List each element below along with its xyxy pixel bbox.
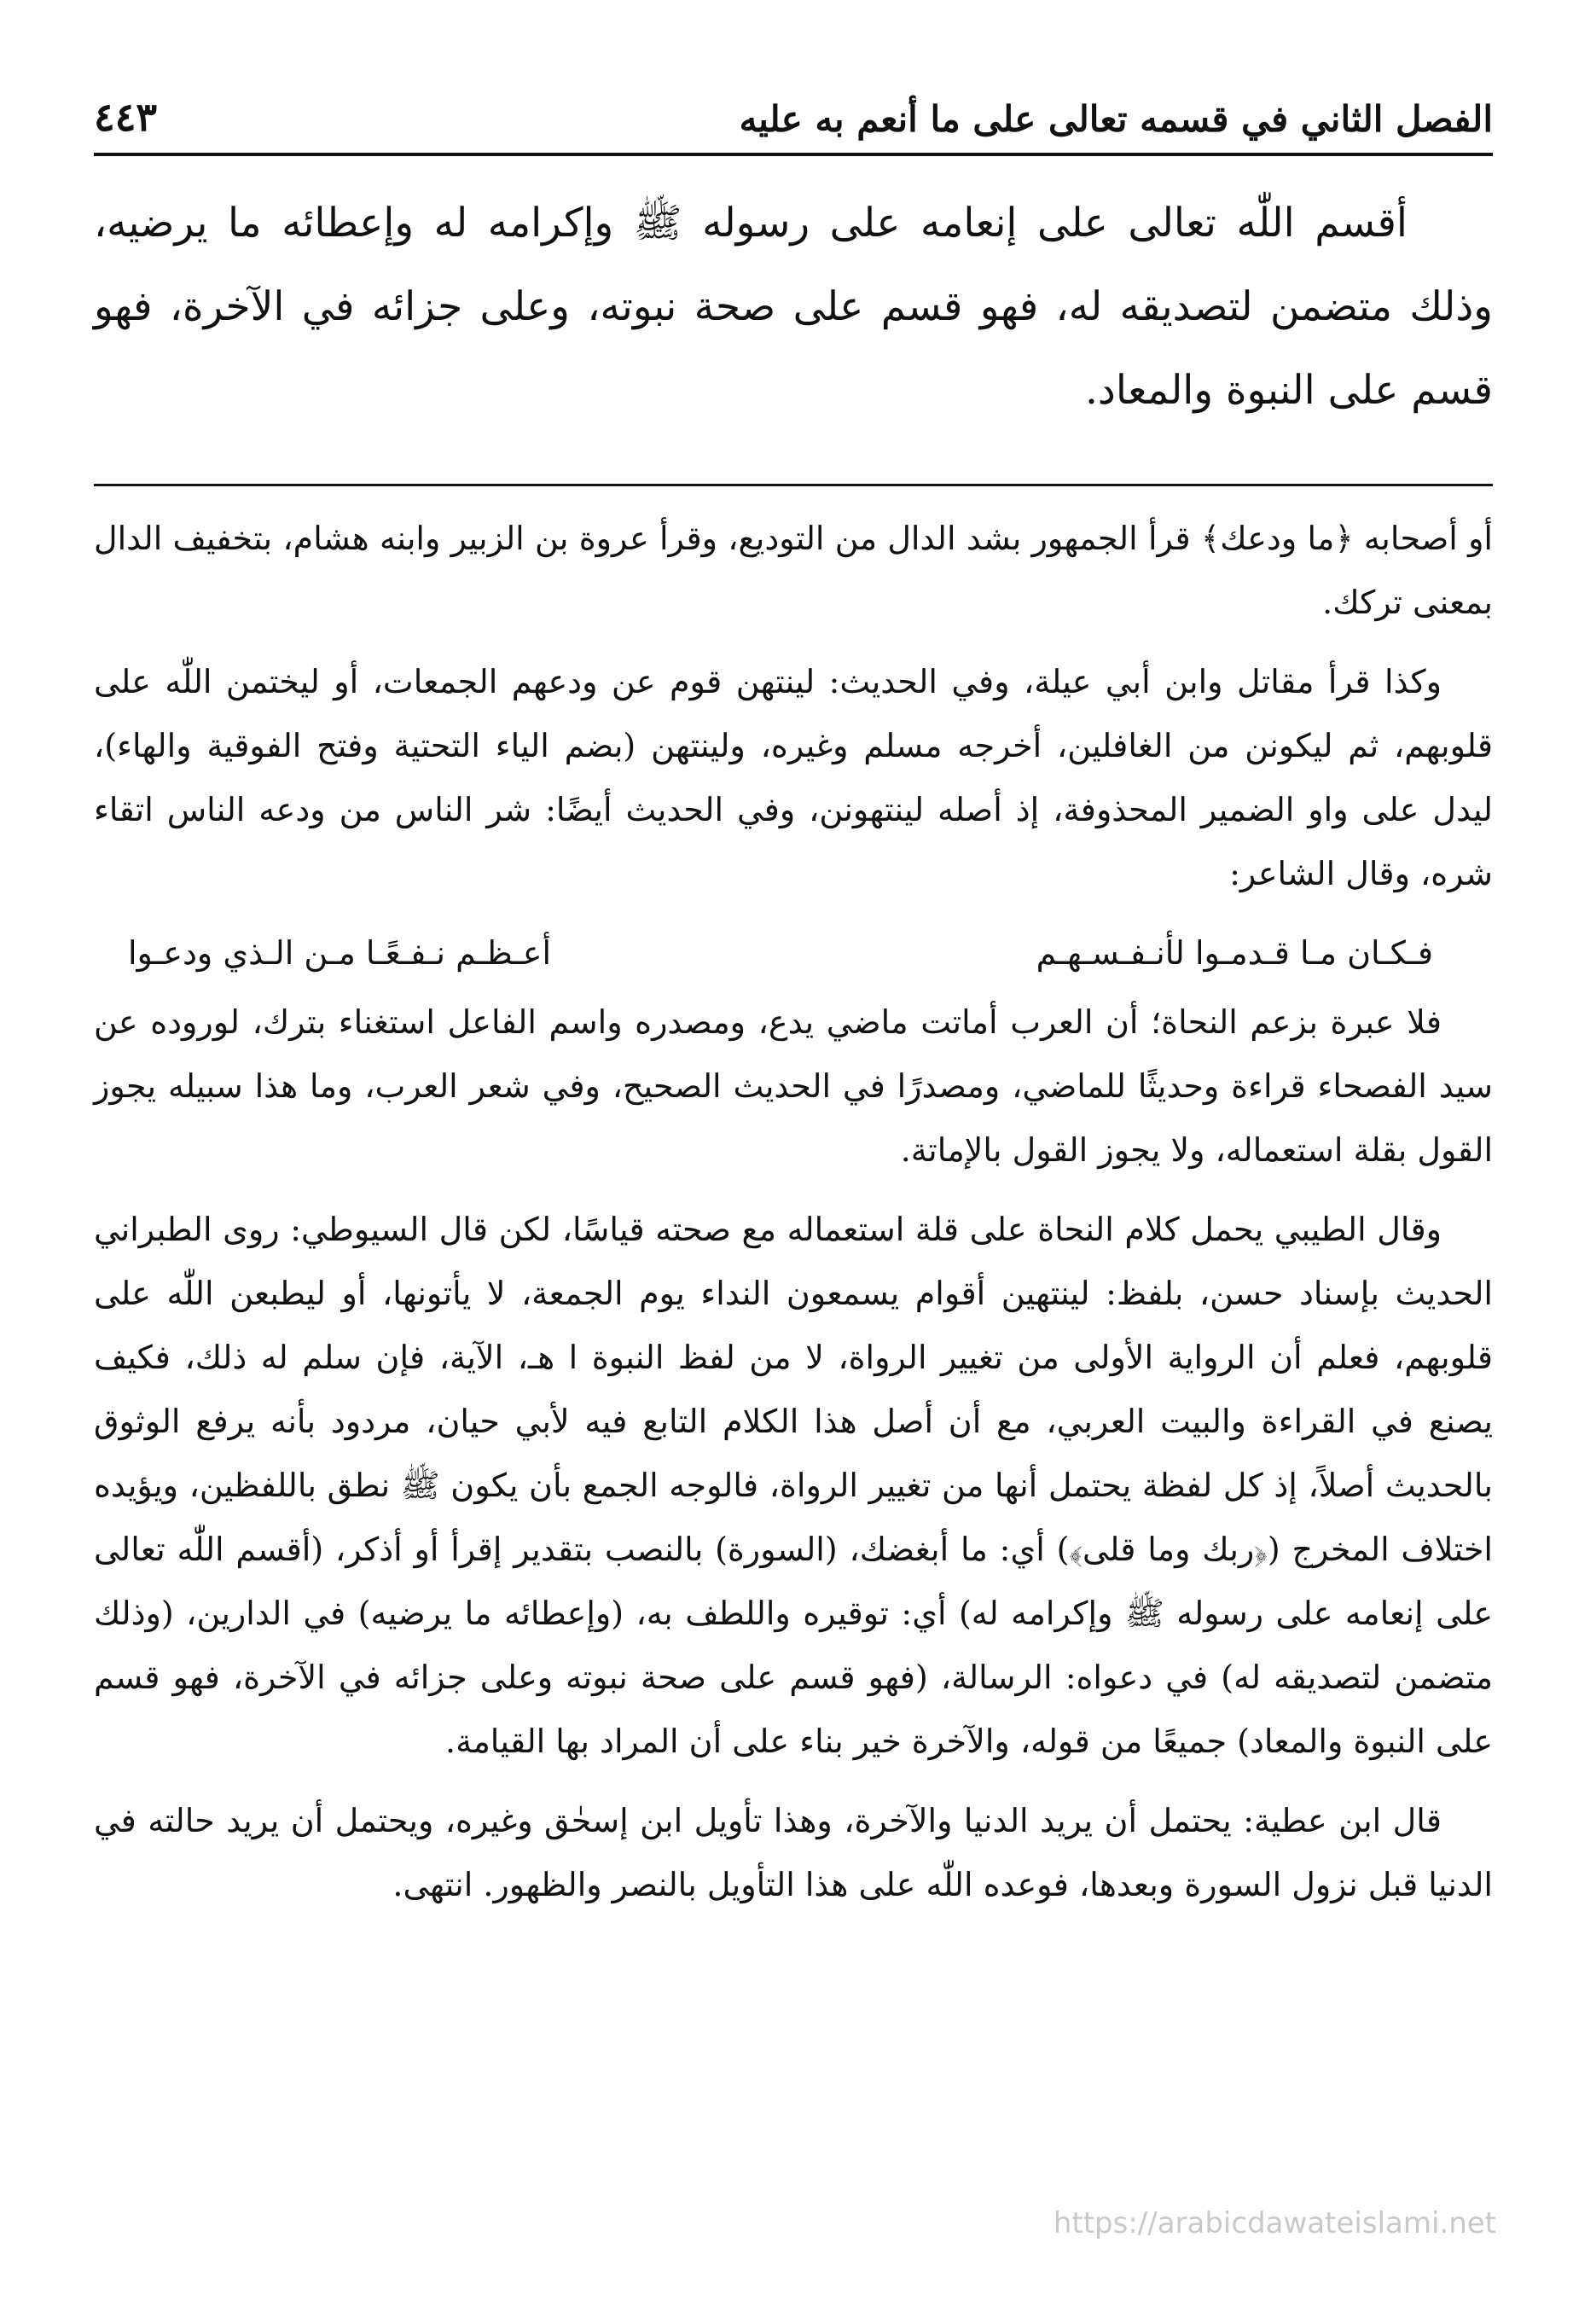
commentary-paragraph: أو أصحابه ﴿ما ودعك﴾ قرأ الجمهور بشد الدال من التوديع، وقرأ عروة بن الزبير وابنه هشام، بتخفيف الدال بمعنى تركك. bbox=[94, 520, 1493, 622]
watermark-url: https://arabicdawateislami.net bbox=[1053, 2206, 1496, 2240]
page-number: ٤٤٣ bbox=[94, 94, 158, 140]
main-text: أقسم اللّٰه تعالى على إنعامه على رسوله ﷺ وإكرامه له وإعطائه ما يرضيه، وذلك متضمن لتصديقه له، فهو قسم على صحة نبوته، وعلى جزائه في الآخرة، فهو قسم على النبوة والمعاد. bbox=[94, 200, 1493, 415]
commentary-paragraph: وكذا قرأ مقاتل وابن أبي عيلة، وفي الحديث: لينتهن قوم عن ودعهم الجمعات، أو ليختمن اللّٰه على قلوبهم، ثم ليكونن من الغافلين، أخرجه مسلم وغيره، ولينتهن (بضم الياء التحتية وفتح الفوقية والهاء)، ليدل على واو الضمير المحذوفة، إذ أصله لينتهونن، وفي الحديث أيضًا: شر الناس من ودعه الناس اتقاء شره، وقال الشاعر: bbox=[94, 663, 1493, 893]
commentary-paragraph: فلا عبرة بزعم النحاة؛ أن العرب أماتت ماضي يدع، ومصدره واسم الفاعل استغناء بترك، لوروده عن سيد الفصحاء قراءة وحديثًا للماضي، ومصدرًا في الحديث الصحيح، وفي شعر العرب، وما هذا سبيله يجوز القول بقلة استعماله، ولا يجوز القول بالإماتة. bbox=[94, 1003, 1493, 1170]
commentary bbox=[94, 507, 1493, 1917]
chapter-title: الفصل الثاني في قسمه تعالى على ما أنعم به عليه bbox=[739, 97, 1493, 140]
commentary-paragraph: قال ابن عطية: يحتمل أن يريد الدنيا والآخرة، وهذا تأويل ابن إسحٰق وغيره، ويحتمل أن يريد حالته في الدنيا قبل نزول السورة وبعدها، فوعده اللّٰه على هذا التأويل بالنصر والظهور. انتهى. bbox=[94, 1802, 1493, 1904]
verse-first-hemistich: فـكـان مـا قـدمـوا لأنـفـسـهـم bbox=[1036, 934, 1433, 973]
commentary-divider bbox=[94, 484, 1493, 486]
poetry-verse bbox=[94, 921, 1493, 985]
header-rule bbox=[94, 153, 1493, 156]
book-page bbox=[94, 94, 1493, 1932]
verse-second-hemistich: أعـظـم نـفـعًـا مـن الـذي ودعـوا bbox=[128, 934, 552, 973]
commentary-paragraph: وقال الطيبي يحمل كلام النحاة على قلة استعماله مع صحته قياسًا، لكن قال السيوطي: روى الطبراني الحديث بإسناد حسن، بلفظ: لينتهين أقوام يسمعون النداء يوم الجمعة، لا يأتونها، أو ليطبعن اللّٰه على قلوبهم، فعلم أن الرواية الأولى من تغيير الرواة، لا من لفظ النبوة ا هـ، الآية، فإن سلم له ذلك، فكيف يصنع في القراءة والبيت العربي، مع أن أصل هذا الكلام التابع فيه لأبي حيان، مردود بأنه يرفع الوثوق بالحديث أصلاً، إذ كل لفظة يحتمل أنها من تغيير الرواة، فالوجه الجمع بأن يكون ﷺ نطق باللفظين، ويؤيده اختلاف المخرج (﴿ربك وما قلى﴾) أي: ما أبغضك، (السورة) بالنصب بتقدير إقرأ أو أذكر، (أقسم اللّٰه تعالى على إنعامه على رسوله ﷺ وإكرامه له) أي: توقيره واللطف به، (وإعطائه ما يرضيه) في الدارين، (وذلك متضمن لتصديقه له) في دعواه: الرسالة، (فهو قسم على صحة نبوته وعلى جزائه في الآخرة، فهو قسم على النبوة والمعاد) جميعًا من قوله، والآخرة خير بناء على أن المراد بها القيامة. bbox=[94, 1211, 1493, 1761]
running-header bbox=[94, 94, 1493, 153]
